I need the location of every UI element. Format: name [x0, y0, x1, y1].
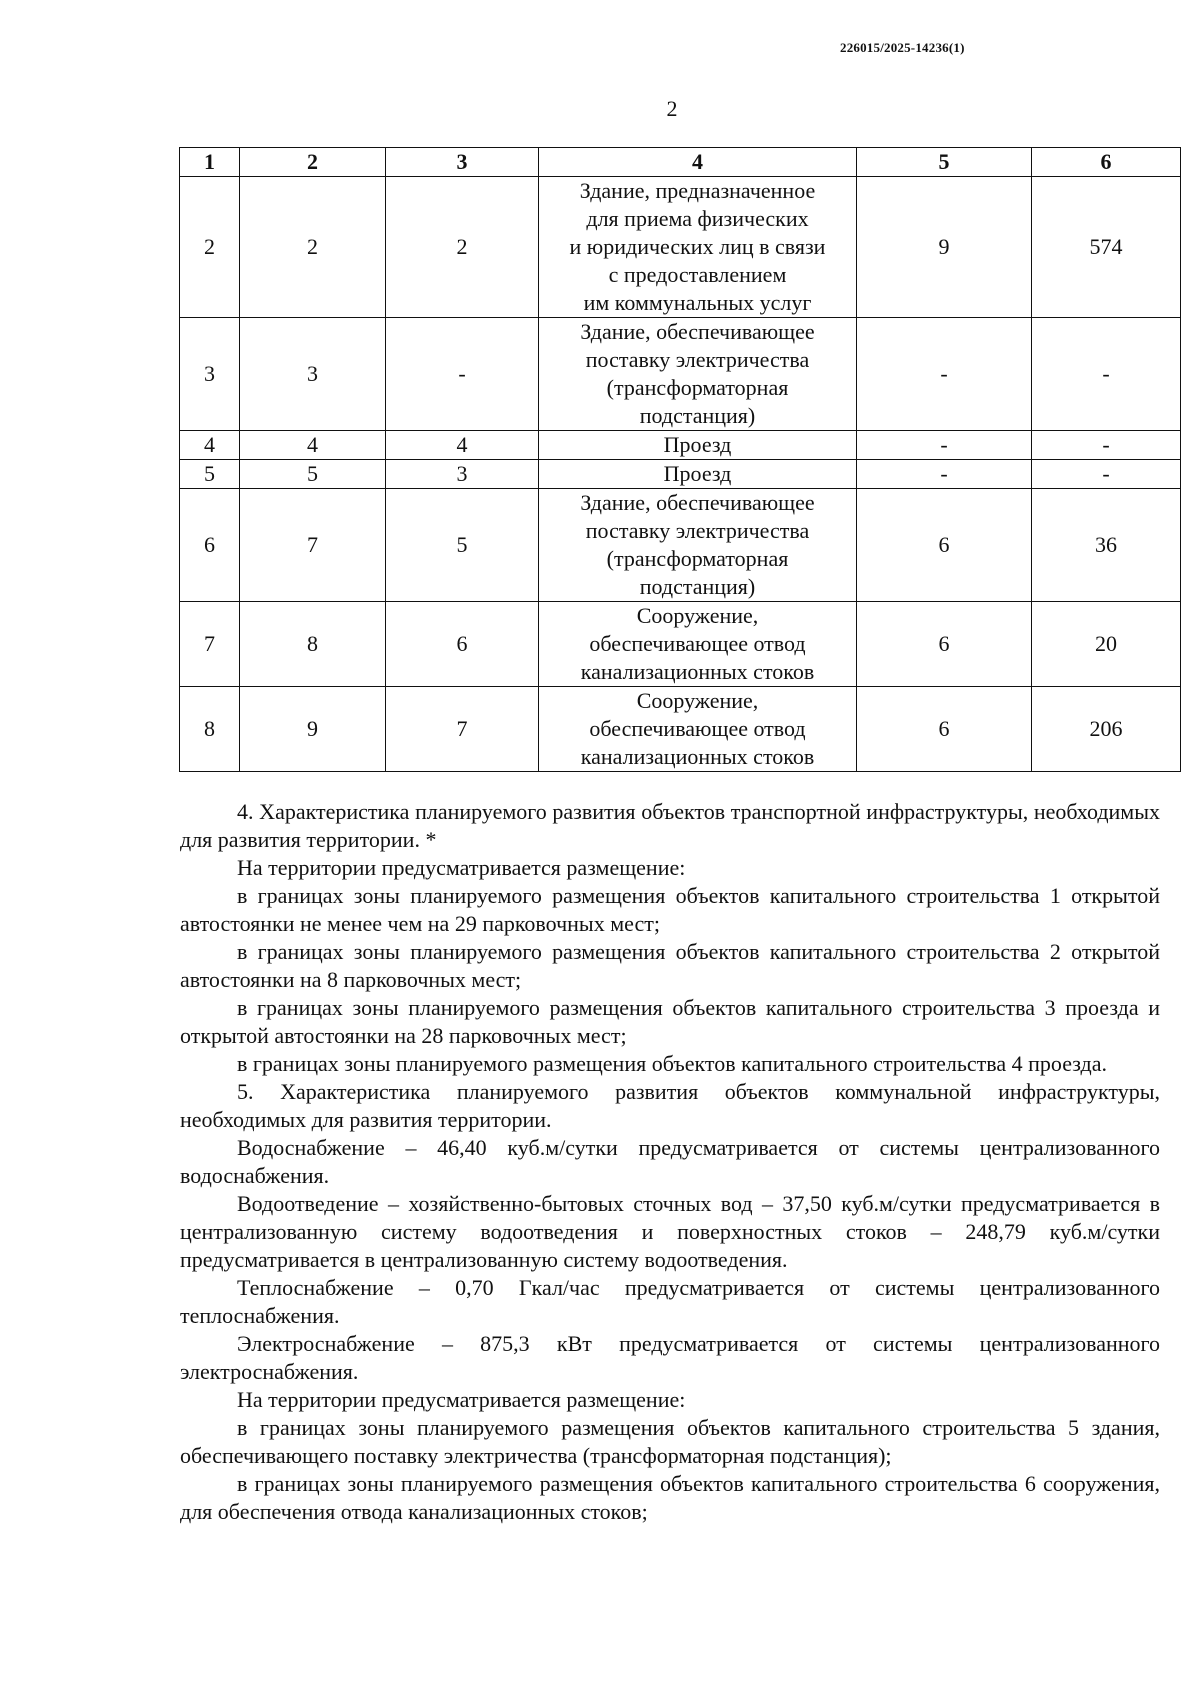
column-header: 6: [1032, 148, 1181, 177]
paragraph: 5. Характеристика планируемого развития объектов коммунальной инфраструктуры, необходимых для развития территории.: [180, 1079, 1160, 1132]
column-header: 1: [180, 148, 240, 177]
table-cell: 6: [386, 602, 539, 687]
table-cell: 7: [180, 602, 240, 687]
table-cell: 2: [180, 177, 240, 318]
objects-table: [179, 147, 1181, 772]
description-line: с предоставлением: [608, 262, 787, 287]
description-line: Сооружение,: [636, 688, 759, 713]
table-cell: 3: [240, 318, 386, 431]
description-line: Здание, обеспечивающее: [580, 319, 815, 344]
paragraph: в границах зоны планируемого размещения объектов капитального строительства 1 открытой автостоянки не менее чем на 29 парковочных мест;: [180, 883, 1160, 936]
description-line: канализационных стоков: [580, 659, 815, 684]
description-line: Здание, обеспечивающее: [580, 490, 815, 515]
column-header: 3: [386, 148, 539, 177]
description-line: Проезд: [663, 461, 732, 486]
table-cell: 8: [180, 687, 240, 772]
table-cell-description: [539, 687, 857, 772]
description-line: Здание, предназначенное: [579, 178, 816, 203]
table-cell: 20: [1032, 602, 1181, 687]
description-line: (трансформаторная: [606, 375, 789, 400]
table-cell: 6: [857, 602, 1032, 687]
paragraph: в границах зоны планируемого размещения объектов капитального строительства 5 здания, обеспечивающего поставку электричества (трансформаторная подстанция);: [180, 1415, 1160, 1468]
table-cell: -: [1032, 460, 1181, 489]
table-cell: -: [857, 318, 1032, 431]
description-line: подстанция): [639, 403, 756, 428]
description-line: обеспечивающее отвод: [589, 716, 806, 741]
paragraph: На территории предусматривается размещение:: [237, 855, 686, 880]
table-cell: 6: [857, 687, 1032, 772]
table-cell: 7: [386, 687, 539, 772]
table-cell: 5: [240, 460, 386, 489]
description-line: канализационных стоков: [580, 744, 815, 769]
description-line: и юридических лиц в связи: [569, 234, 826, 259]
table-cell: -: [857, 460, 1032, 489]
paragraph: Водоотведение – хозяйственно-бытовых сточных вод – 37,50 куб.м/сутки предусматривается в централизованную систему водоотведения и поверхностных стоков – 248,79 куб.м/сутки предусматривается в централизованную систему водоотведения.: [180, 1191, 1160, 1272]
paragraph: Теплоснабжение – 0,70 Гкал/час предусматривается от системы централизованного теплоснабжения.: [180, 1275, 1160, 1328]
table-row: [180, 489, 1181, 602]
table-header-row: [180, 148, 1181, 177]
table-cell: -: [857, 431, 1032, 460]
description-line: им коммунальных услуг: [583, 290, 812, 315]
table-cell-description: [539, 177, 857, 318]
table-cell-description: [539, 431, 857, 460]
table-cell: -: [1032, 318, 1181, 431]
table-cell: 3: [180, 318, 240, 431]
table-row: [180, 431, 1181, 460]
table-row: [180, 460, 1181, 489]
table-cell: 7: [240, 489, 386, 602]
column-header: 5: [857, 148, 1032, 177]
table-row: [180, 602, 1181, 687]
table-cell: 5: [180, 460, 240, 489]
description-line: обеспечивающее отвод: [589, 631, 806, 656]
paragraph: 4. Характеристика планируемого развития объектов транспортной инфраструктуры, необходимых для развития территории. *: [180, 799, 1160, 852]
table-cell: 36: [1032, 489, 1181, 602]
table-cell-description: [539, 318, 857, 431]
table-cell-description: [539, 460, 857, 489]
paragraph: Водоснабжение – 46,40 куб.м/сутки предусматривается от системы централизованного водоснабжения.: [180, 1135, 1160, 1188]
table-cell: 2: [386, 177, 539, 318]
table-cell: -: [386, 318, 539, 431]
table-row: [180, 318, 1181, 431]
table-cell: 4: [180, 431, 240, 460]
table-cell: 3: [386, 460, 539, 489]
table-row: [180, 687, 1181, 772]
table-cell: 2: [240, 177, 386, 318]
document-body: [180, 798, 1160, 1526]
table-cell: 8: [240, 602, 386, 687]
table-cell-description: [539, 602, 857, 687]
table-cell: 6: [180, 489, 240, 602]
column-header: 4: [539, 148, 857, 177]
paragraph: в границах зоны планируемого размещения объектов капитального строительства 2 открытой автостоянки на 8 парковочных мест;: [180, 939, 1160, 992]
page-number: 2: [666, 96, 678, 121]
table-cell: 9: [857, 177, 1032, 318]
paragraph: в границах зоны планируемого размещения объектов капитального строительства 4 проезда.: [237, 1051, 1107, 1076]
table-body: [180, 177, 1181, 772]
table-cell: 4: [386, 431, 539, 460]
paragraph: Электроснабжение – 875,3 кВт предусматривается от системы централизованного электроснабжения.: [180, 1331, 1160, 1384]
description-line: Сооружение,: [636, 603, 759, 628]
description-line: для приема физических: [586, 206, 809, 231]
column-header: 2: [240, 148, 386, 177]
table-row: [180, 177, 1181, 318]
description-line: (трансформаторная: [606, 546, 789, 571]
description-line: поставку электричества: [585, 518, 810, 543]
table-cell: 9: [240, 687, 386, 772]
table-cell: -: [1032, 431, 1181, 460]
document-number: 226015/2025-14236(1): [840, 40, 965, 55]
description-line: поставку электричества: [585, 347, 810, 372]
table-cell: 574: [1032, 177, 1181, 318]
description-line: Проезд: [663, 432, 732, 457]
table-cell: 5: [386, 489, 539, 602]
paragraph: в границах зоны планируемого размещения объектов капитального строительства 3 проезда и открытой автостоянки на 28 парковочных мест;: [180, 995, 1160, 1048]
table-cell-description: [539, 489, 857, 602]
table-cell: 206: [1032, 687, 1181, 772]
table-cell: 6: [857, 489, 1032, 602]
table-cell: 4: [240, 431, 386, 460]
description-line: подстанция): [639, 574, 756, 599]
paragraph: в границах зоны планируемого размещения объектов капитального строительства 6 сооружения, для обеспечения отвода канализационных стоков;: [180, 1471, 1160, 1524]
paragraph: На территории предусматривается размещение:: [237, 1387, 686, 1412]
